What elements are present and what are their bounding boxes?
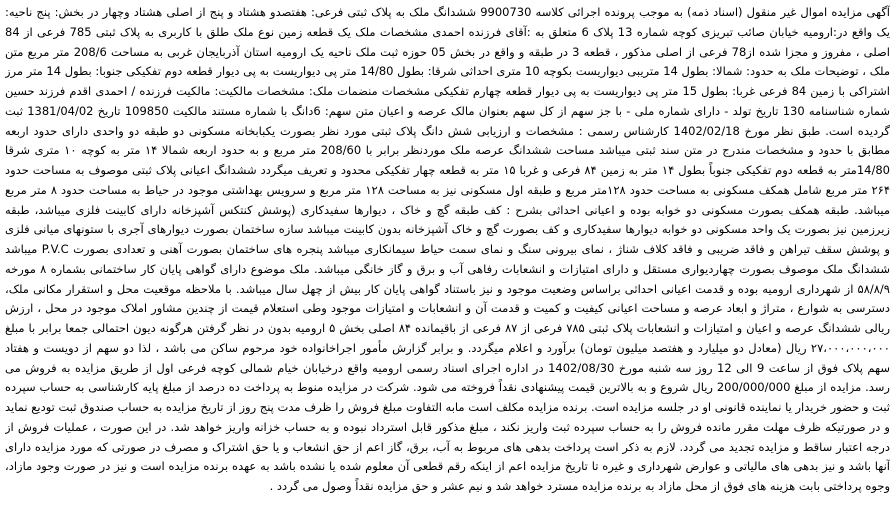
auction-notice-text: آگهی مزایده اموال غیر منقول (اسناد ذمه) به موجب پرونده اجرائی کلاسه 9900730 ششدانگ ملک به پلاک ثبتی فرعی: هفتصدو هشتاد و پنج از اصلی هشتاد وچهار در بخش: پنج ناحیه: یک واقع در:ارومیه خیابان صائب تبریزی کوچه شماره 13 پلاک 6 متعلق به :آقای فرزنده احمدی مشخصات ملک یک قطعه زمین نوع ملک طلق با کاربری به پلاک ثبتی 785 فرعی از 84 اصلی ، مفروز و مجزا شده از78 فرعی از اصلی مذکور ، قطعه 3 در طبقه و واقع در بخش 05 حوزه ثبت ملک ناحیه یک ارومیه استان آذربایجان غربی به مساحت 208/6 متر مربع متن ملک ، توضیحات ملک به حدود: شمالا: بطول 14 متریبی دیواریست بکوچه 10 متری احداثی شرقا: بطول 14/80 متر پی دیواریست به پی دیوار قطعه دوم تفکیکی جنوبا: بطول 14 متر مرز اشتراکی با زمین 84 فرعی غربا: بطول 15 متر پی دیواریست به پی دیوار قطعه چهارم تفکیکی مشخصات منضمات ملک: مشخصات مالکیت: مالکیت فرزنده / احمدی اقدم فرزند حسین شماره شناسنامه 130 تاریخ تولد - دارای شماره ملی - با جز سهم از کل سهم بعنوان مالک عرصه و اعیان متن سهم: 6دانگ با شماره مستند مالکیت 109850 تاریخ 1381/04/02 ثبت گردیده است. طبق نظر مورخ 1402/02/18 کارشناس رسمی : مشخصات و ارزیابی شش دانگ پلاک ثبتی مورد نظر بصورت یکبابخانه مسکونی دو طبقه دو واحدی دارای حدود اربعه مطابق با حدود و مشخصات مندرج در متن سند ثبتی میباشد مساحت ششدانگ عرصه ملک موردنظر برابر با 208/60 متر مربع و به حدود اربعه شمالا ۱۴ متر به کوچه ۱۰ متری شرقا 14/80متر به قطعه دوم تفکیکی جنوباً بطول ۱۴ متر به زمین ۸۴ فرعی و غربا ۱۵ متر به قطعه چهار تفکیکی محدود و تعریف میگردد ششدانگ اعیانی پلاک ثبتی موصوف به مساحت حدود ۲۶۴ متر مربع شامل همکف مسکونی به مساحت حدود ۱۲۸متر مربع و طبقه اول مسکونی نیز به مساحت ۱۲۸ متر مربع و سرویس بهداشتی موجود در حیاط به مساحت حدود ۸ متر مربع میباشد. طبقه همکف بصورت مسکونی دو خوابه بوده و اعیانی احداثی بشرح : کف طبقه گچ و خاک ، دیوارها سفیدکاری (پوشش کنتکس آشپزخانه دارای کابینت فلزی میباشد، طبقه زیرزمین نیز بصورت یک واحد مسکونی دو خوابه دیوارها سفیدکاری و کف بصورت گچ و خاک آشپزخانه بدون کابینت میباشد سازه ساختمان بصورت دیوارهای آجری با ستونهای میانی فلزی و پوشش سقف تیراهن و فاقد ضریبی و فاقد کلاف شناژ ، نمای بیرونی سنگ و نمای سمت حیاط سیمانکاری میباشد پنجره های ساختمان بصورت آهنی و تعدادی بصورت P.V.C میباشد ششدانگ ملک موصوف بصورت چهاردیواری مستقل و دارای امتیازات و انشعابات رفاهی آب و برق و گاز خانگی میباشد. ملک موضوع دارای گواهی پایان کار ساختمانی بشماره ۸ مورخه ۵۸/۸/۹ از شهرداری ارومیه بوده و قدمت اعیانی احداثی براساس وضعیت موجود و نیز باستناد گواهی پایان کار بیش از چهل سال میباشد. با ملاحظه موقعیت محل و استقرار مکانی ملک، دسترسی به شوارع ، متراژ و ابعاد عرصه و مساحت اعیانی کیفیت و کمیت و قدمت آن و انشعابات و امتیازات موجود وطی استعلام قیمت از چندین مشاور املاک موجود در محل ، ارزش ریالی ششدانگ عرصه و اعیان و امتیازات و انشعابات پلاک ثبتی ۷۸۵ فرعی از ۸۷ فرعی از باقیمانده ۸۴ اصلی بخش ۵ ارومیه بدون در نظر گرفتن هرگونه دیون احتمالی جمعا برابر با مبلغ ۲۷،۰۰۰،۰۰۰،۰۰۰ ریال (معادل دو میلیارد و هفتصد میلیون تومان) برآورد و اعلام میگردد. و برابر گزارش مأمور اجرا‌خانواده خود مرحوم ساکن می باشد ، لذا دو سهم از دویست و هفتاد سهم پلاک فوق از ساعت 9 الی 12 روز سه شنبه مورخ 1402/08/30 در اداره اجرای اسناد رسمی ارومیه واقع درخیابان خیام شمالی کوچه فرعی اول از طریق مزایده به فروش می رسد. مزایده از مبلغ 200/000/000 ریال شروع و به بالاترین قیمت پیشنهادی نقداً فروخته می شود. شرکت در مزایده منوط به پرداخت ده درصد از مبلغ پایه کارشناسی به حساب سپرده ثبت و حضور خریدار یا نماینده قانونی او در جلسه مزایده است. برنده مزایده مکلف است مابه التفاوت مبلغ فروش را ظرف مدت پنج روز از تاریخ مزایده به حساب صندوق ثبت تودیع نماید و در صورتیکه ظرف مهلت مقرر مانده فروش را به حساب سپرده ثبت واریز نکند ، مبلغ مذکور قابل استرداد نبوده و به حساب خزانه واریز خواهد شد. در این صورت ، عملیات فروش از درجه اعتبار ساقط و مزایده تجدید می گردد. لازم به ذکر است پرداخت بدهی های مربوط به آب، برق، گاز اعم از حق انشعاب و یا حق اشتراک و مصرف در صورتی که مورد مزایده دارای آنها باشد و نیز بدهی های مالیاتی و عوارض شهرداری و غیره تا تاریخ مزایده اعم از اینکه رقم قطعی آن معلوم شده یا نشده باشد به عهده برنده مزایده است و نیز در صورت وجود مازاد، وجوه پرداختی بابت هزینه های فوق از محل مازاد به برنده مزایده مسترد خواهد شد و نیم عشر و حق مزایده نقداً وصول می گردد . (5, 5, 890, 493)
